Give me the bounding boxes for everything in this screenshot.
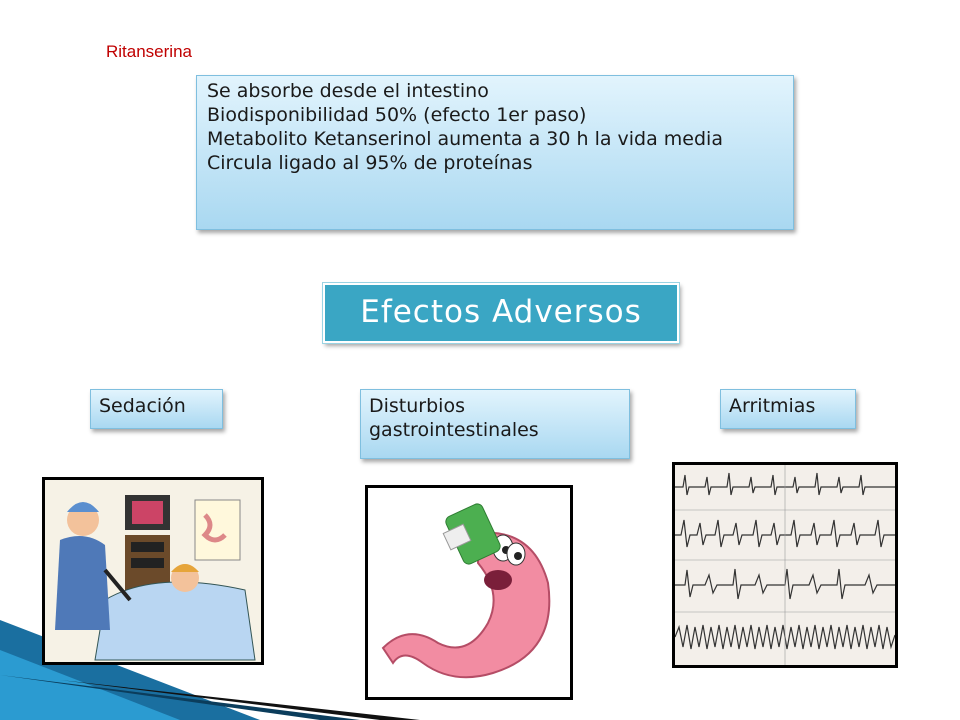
effect-sedation: Sedación bbox=[90, 389, 223, 429]
adverse-effects-banner: Efectos Adversos bbox=[323, 283, 679, 343]
effect-arrhythmia: Arritmias bbox=[720, 389, 856, 429]
info-line: Metabolito Ketanserinol aumenta a 30 h la vida media bbox=[207, 128, 723, 150]
info-line: Se absorbe desde el intestino bbox=[207, 80, 489, 102]
slide-title: Ritanserina bbox=[106, 42, 192, 61]
info-line: Circula ligado al 95% de proteínas bbox=[207, 152, 533, 174]
effect-gastrointestinal: Disturbios gastrointestinales bbox=[360, 389, 630, 459]
ecg-illustration bbox=[672, 462, 898, 668]
info-line: Biodisponibilidad 50% (efecto 1er paso) bbox=[207, 104, 587, 126]
sedation-illustration bbox=[42, 477, 264, 665]
stomach-illustration bbox=[365, 485, 573, 700]
pharmacokinetics-box bbox=[196, 75, 794, 230]
